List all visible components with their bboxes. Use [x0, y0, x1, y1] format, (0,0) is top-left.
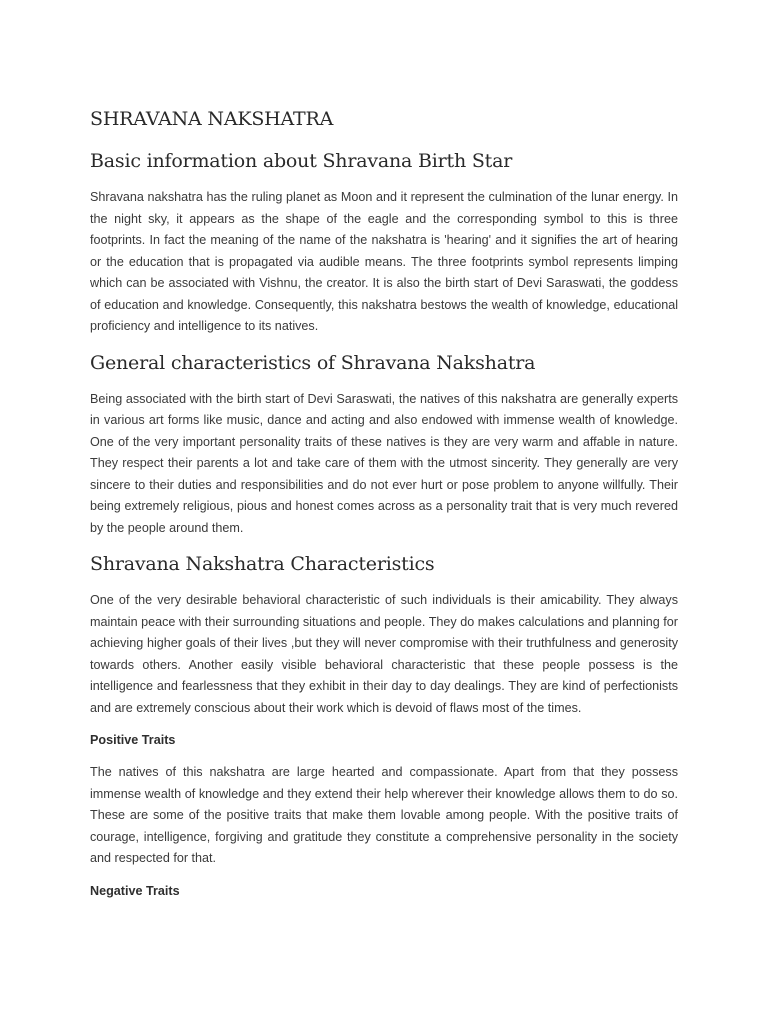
- document-title: SHRAVANA NAKSHATRA: [90, 108, 334, 130]
- positive-traits-paragraph: The natives of this nakshatra are large hearted and compassionate. Apart from that they possess immense wealth of knowledge and they extend their help wherever their knowledge allows them to do so. These are some of the positive traits that make them lovable among people. With the positive traits of courage, intelligence, forgiving and gratitude they constitute a comprehensive personality in the society and respected for that.: [90, 765, 678, 865]
- section-heading-characteristics: Shravana Nakshatra Characteristics: [90, 553, 435, 575]
- negative-traits-heading: Negative Traits: [90, 883, 180, 898]
- document-page: [90, 104, 678, 913]
- section-paragraph-general-characteristics: Being associated with the birth start of Devi Saraswati, the natives of this nakshatra are generally experts in various art forms like music, dance and acting and also endowed with immense wealth of knowledge. One of the very important personality traits of these natives is they are very warm and affable in nature. They respect their parents a lot and take care of them with the utmost sincerity. They generally are very sincere to their duties and responsibilities and do not ever hurt or pose problem to anyone willfully. Their being extremely religious, pious and honest comes across as a personality trait that is very much revered by the people around them.: [90, 391, 678, 535]
- positive-traits-heading: Positive Traits: [90, 733, 176, 747]
- section-heading-general-characteristics: General characteristics of Shravana Nakshatra: [90, 351, 536, 374]
- section-heading-basic-info: Basic information about Shravana Birth Star: [90, 150, 513, 172]
- section-paragraph-basic-info: Shravana nakshatra has the ruling planet as Moon and it represent the culmination of the lunar energy. In the night sky, it appears as the shape of the eagle and the corresponding symbol to this is three footprints. In fact the meaning of the name of the nakshatra is 'hearing' and it signifies the art of hearing or the education that is propagated via audible means. The three footprints symbol represents limping which can be associated with Vishnu, the creator. It is also the birth start of Devi Saraswati, the goddess of education and knowledge. Consequently, this nakshatra bestows the wealth of knowledge, educational proficiency and intelligence to its natives.: [90, 190, 678, 333]
- section-paragraph-characteristics: One of the very desirable behavioral characteristic of such individuals is their amicability. They always maintain peace with their surrounding situations and people. They do makes calculations and planning for achieving higher goals of their lives ,but they will never compromise with their truthfulness and generosity towards others. Another easily visible behavioral characteristic that these people possess is the intelligence and fearlessness that they exhibit in their day to day dealings. They are kind of perfectionists and are extremely conscious about their work which is devoid of flaws most of the times.: [90, 593, 678, 715]
